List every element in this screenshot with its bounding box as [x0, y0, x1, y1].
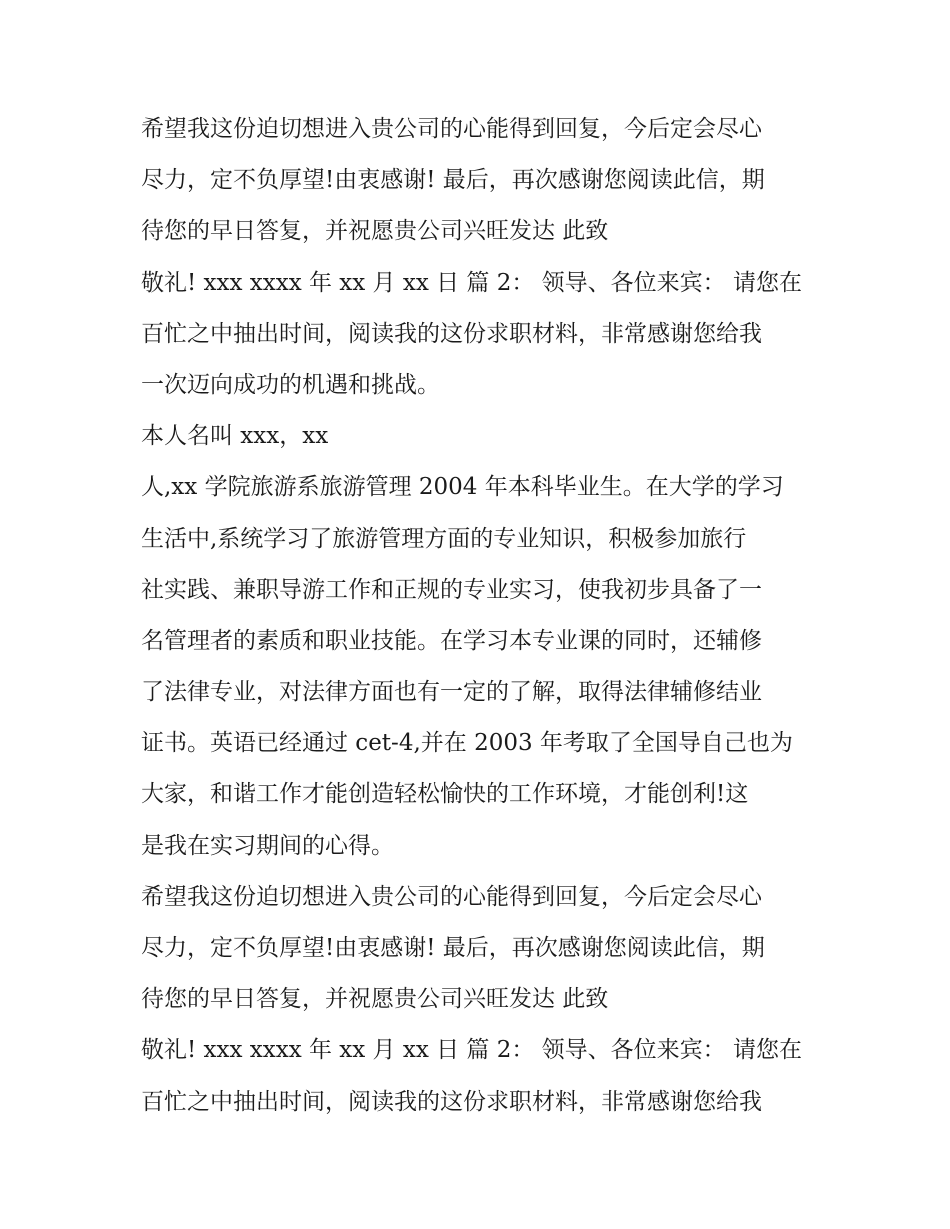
text-line: 生活中,系统学习了旅游管理方面的专业知识，积极参加旅行	[141, 525, 747, 552]
text-line: 百忙之中抽出时间，阅读我的这份求职材料，非常感谢您给我	[141, 1088, 762, 1115]
text-line: 了法律专业，对法律方面也有一定的了解，取得法律辅修结业	[141, 679, 762, 706]
text-line: 待您的早日答复，并祝愿贵公司兴旺发达 此致	[141, 218, 609, 245]
document-body	[141, 104, 821, 1128]
text-line: 是我在实习期间的心得。	[141, 832, 394, 859]
text-line: 一次迈向成功的机遇和挑战。	[141, 371, 440, 398]
text-line: 名管理者的素质和职业技能。在学习本专业课的同时，还辅修	[141, 627, 762, 654]
text-line: 尽力，定不负厚望!由衷感谢! 最后，再次感谢您阅读此信，期	[141, 167, 765, 194]
text-line: 敬礼! xxx xxxx 年 xx 月 xx 日 篇 2： 领导、各位来宾： 请您在	[141, 269, 802, 296]
text-line: 人,xx 学院旅游系旅游管理 2004 年本科毕业生。在大学的学习	[141, 474, 784, 501]
text-line: 待您的早日答复，并祝愿贵公司兴旺发达 此致	[141, 986, 609, 1013]
text-line: 希望我这份迫切想进入贵公司的心能得到回复，今后定会尽心	[141, 883, 762, 910]
text-line: 百忙之中抽出时间，阅读我的这份求职材料，非常感谢您给我	[141, 320, 762, 347]
text-line: 证书。英语已经通过 cet-4,并在 2003 年考取了全国导自己也为	[141, 730, 793, 757]
text-line: 社实践、兼职导游工作和正规的专业实习，使我初步具备了一	[141, 576, 762, 603]
text-line: 希望我这份迫切想进入贵公司的心能得到回复，今后定会尽心	[141, 116, 762, 142]
text-line: 尽力，定不负厚望!由衷感谢! 最后，再次感谢您阅读此信，期	[141, 935, 765, 961]
text-line: 本人名叫 xxx，xx	[141, 423, 329, 450]
text-line: 大家，和谐工作才能创造轻松愉快的工作环境，才能创利!这	[141, 781, 749, 808]
text-line: 敬礼! xxx xxxx 年 xx 月 xx 日 篇 2： 领导、各位来宾： 请您在	[141, 1037, 802, 1064]
